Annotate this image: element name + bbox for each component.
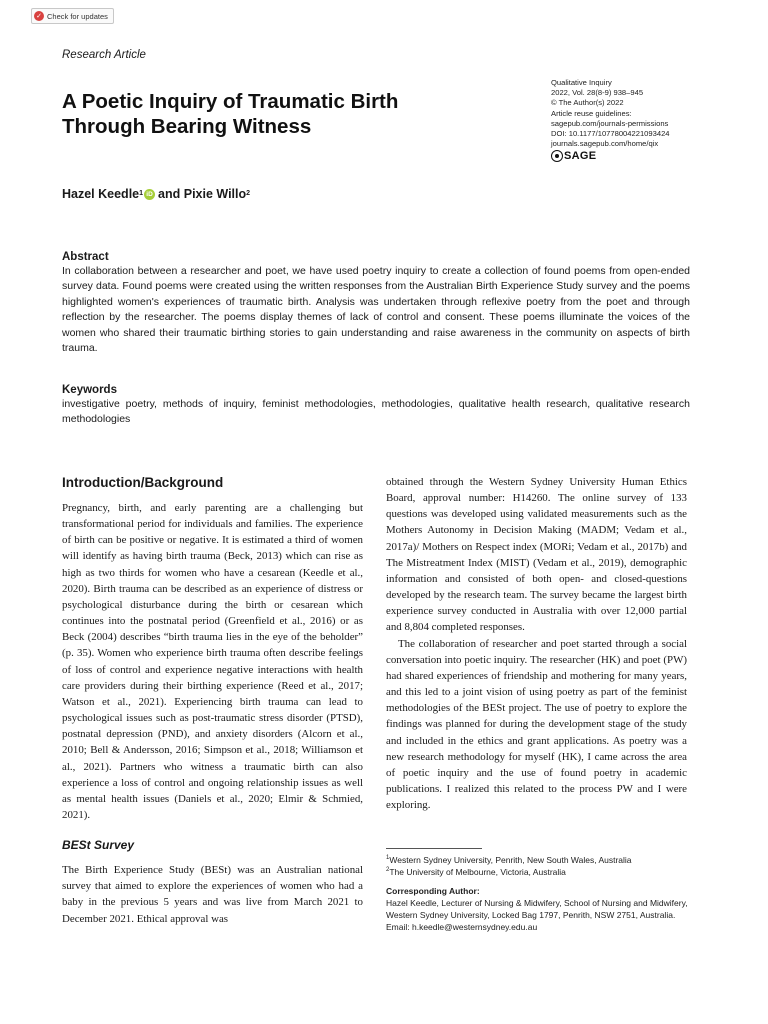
- author-joiner: and Pixie Willo: [158, 187, 247, 201]
- reuse-guidelines-label: Article reuse guidelines:: [551, 108, 632, 118]
- copyright-line: © The Author(s) 2022: [551, 98, 624, 108]
- ethics-paragraph: obtained through the Western Sydney University Human Ethics Board, approval number: H14260. The online survey of 133 questions was developed using validated measurements such as the Mothers Autonomy in Decision Making (MADM; Vedam et al., 2017a)/ Mothers on Respect index (MORi; Vedam et al., 2017b) and The Mistreatment Index (MIST) (Vedam et al., 2019), demographic information and consisted of both open- and closed-questions developed by the research team. The survey became the largest birth experience survey conducted in Australia with over 12,000 partial and 8,804 completed responses.: [386, 476, 687, 634]
- journal-meta: [551, 78, 670, 162]
- affiliation-1: [386, 854, 688, 866]
- check-for-updates-badge[interactable]: [31, 8, 114, 24]
- best-paragraph: The Birth Experience Study (BESt) was an Australian national survey that aimed to explore the experiences of women who had a baby in the previous 5 years and was live from March 2021 to December 2021. Ethical approval was: [62, 864, 363, 925]
- collaboration-paragraph: The collaboration of researcher and poet started through a social conversation into poetic inquiry. The researcher (HK) and poet (PW) had shared experiences of friendship and mothering for many years, and this led to a joint vision of using poetry as part of the feminist methodologies of the BESt project. The use of poetry to explore the findings was planned for during the development stage of the study and included in the ethics and grant applications. As poetry was a new research methodology for myself (HK), I came across the area of poetic inquiry and the use of found poetry in academic publications. I realized this related to the process PW and I were exploring.: [386, 637, 687, 812]
- corresponding-author-heading: Corresponding Author:: [386, 886, 480, 897]
- check-for-updates-label: Check for updates: [47, 11, 108, 21]
- affiliation-2: [386, 866, 688, 878]
- doi-link[interactable]: DOI: 10.1177/10778004221093424: [551, 129, 670, 139]
- abstract-text: In collaboration between a researcher and poet, we have used poetry inquiry to create a collection of found poems from open-ended survey data. Found poems were created using the written responses from the Australian Birth Experience Study survey and the poems highlighted women's experiences of traumatic birth. Analysis was undertaken through reflexive poetry from the poet and through reflection by the researcher. The poems display themes of lack of control and consent. These poems illuminate the voices of the women who shared their traumatic birthing stories to gain understanding and raise awareness in the community on aspects of birth trauma.: [62, 265, 690, 355]
- section-heading-introduction: Introduction/Background: [62, 475, 224, 490]
- subsection-heading-best-survey: BESt Survey: [62, 838, 135, 853]
- check-updates-icon: ✓: [34, 11, 44, 21]
- body-column-right: [386, 474, 687, 813]
- affiliation-2-marker: 2: [386, 867, 390, 874]
- intro-paragraph: Pregnancy, birth, and early parenting are a challenging but transformational period for individuals and families. The experience of birth can be positive or negative. It is estimated a third of women will identify as having birth trauma (Beck, 2013) which can rise as high as two thirds for women who have a cesarean (Keedle et al., 2020). Birth trauma can be described as an experience of distress or psychological disturbance during the birth or cesarean which continues into the postnatal period (Greenfield et al., 2016) or as Beck (2004) describes “birth trauma lies in the eye of the beholder” (p. 35). Women who experience birth trauma often describe feelings of loss of control and experience negative interactions with health care providers during their birthing experience (Reed et al., 2017; Watson et al., 2021). Experiencing birth trauma can lead to psychological issues such as post-traumatic stress disorder (PTSD), postnatal depression (PND), and anxiety disorders (Alcorn et al., 2010; Bell & Andersson, 2016; Simpson et al., 2018; Williamson et al., 2021). Partners who witness a traumatic birth can also experience a loss of control and ongoing relationship issues as well as mental health issues (Daniels et al., 2020; Elmir & Schmied, 2021).: [62, 502, 363, 821]
- corresponding-author-email[interactable]: Email: h.keedle@westernsydney.edu.au: [386, 922, 538, 933]
- abstract-section: [62, 251, 690, 356]
- body-column-left: [62, 474, 363, 927]
- affiliation-1-marker: 1: [386, 855, 390, 862]
- keywords-text: investigative poetry, methods of inquiry, feminist methodologies, methodologies, qualitative health research, qualitative research methodologies: [62, 398, 690, 426]
- journal-name: Qualitative Inquiry: [551, 78, 612, 87]
- sage-logo-icon: [551, 150, 563, 162]
- author-line: Hazel Keedle 1 iD and Pixie Willo 2: [62, 187, 251, 201]
- author-first: Hazel Keedle: [62, 187, 140, 201]
- sage-logo: [551, 150, 670, 162]
- sage-logo-text: SAGE: [564, 150, 597, 163]
- article-type: Research Article: [62, 49, 146, 61]
- footnote-rule: [386, 848, 482, 849]
- footnotes: [386, 854, 688, 934]
- journal-volume: 2022, Vol. 28(8-9) 938–945: [551, 88, 644, 98]
- orcid-icon[interactable]: iD: [144, 189, 155, 200]
- keywords-heading: Keywords: [62, 384, 117, 396]
- journal-home-link[interactable]: journals.sagepub.com/home/qix: [551, 139, 659, 149]
- keywords-section: [62, 384, 690, 428]
- affiliation-2-text: The University of Melbourne, Victoria, Australia: [389, 867, 566, 878]
- abstract-heading: Abstract: [62, 251, 109, 263]
- article-title: A Poetic Inquiry of Traumatic Birth Through Bearing Witness: [62, 90, 399, 138]
- corresponding-author-details: Hazel Keedle, Lecturer of Nursing & Midwifery, School of Nursing and Midwifery, Western Sydney University, Locked Bag 1797, Penrith, NSW 2751, Australia.: [386, 898, 688, 921]
- affiliation-1-text: Western Sydney University, Penrith, New South Wales, Australia: [389, 855, 632, 865]
- permissions-link[interactable]: sagepub.com/journals-permissions: [551, 118, 669, 128]
